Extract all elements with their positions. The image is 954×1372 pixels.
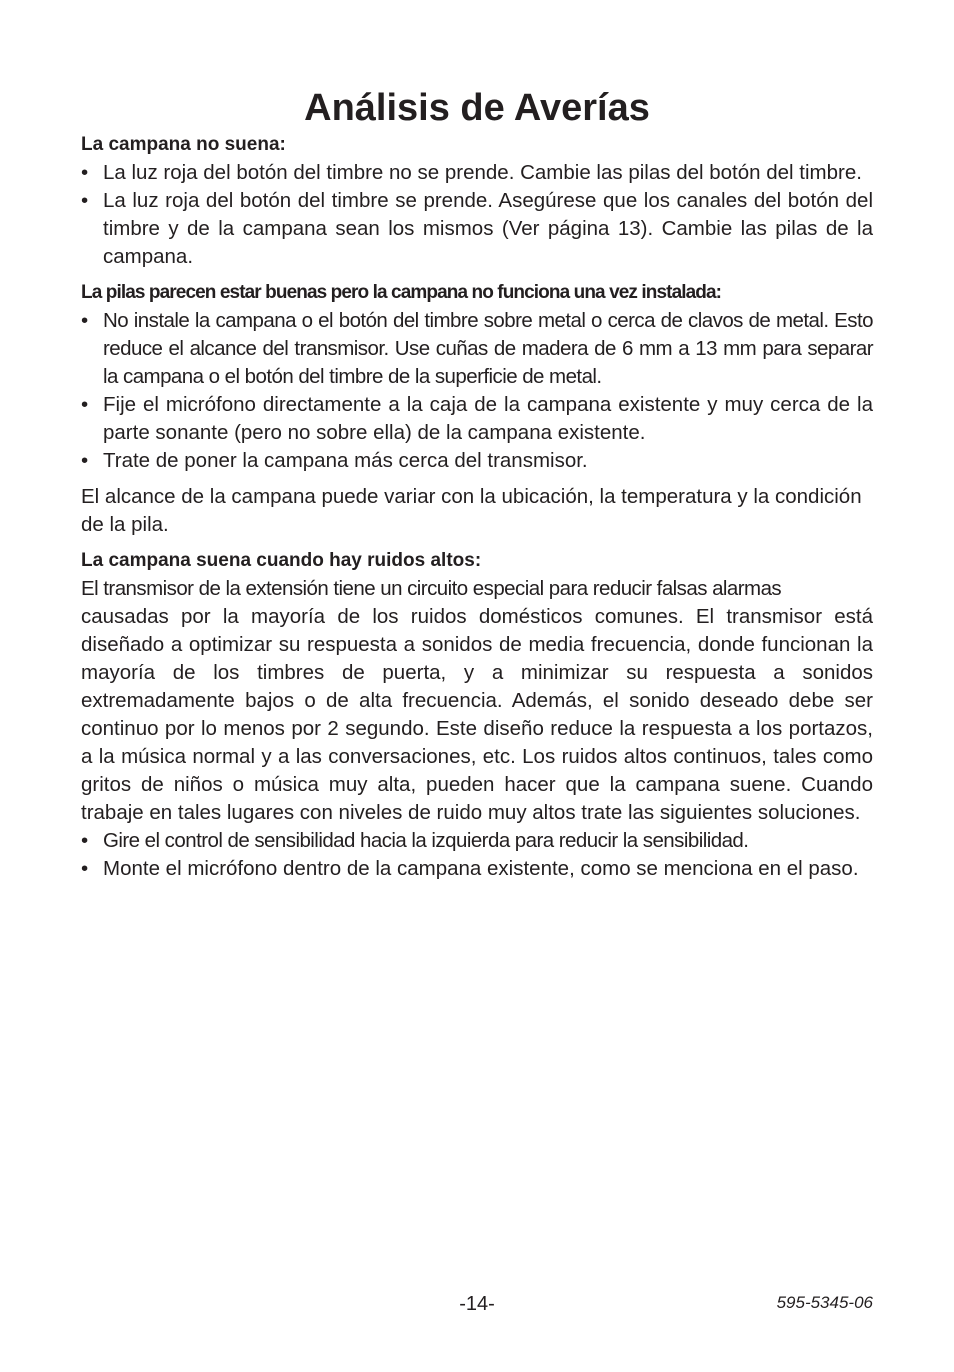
bullet-icon: • — [81, 189, 89, 212]
list-item — [81, 307, 873, 391]
section-heading: La campana no suena: — [81, 134, 286, 155]
list-item-text: No instale la campana o el botón del timbre sobre metal o cerca de clavos de metal. Esto reduce el alcance del transmisor. Use cuñas de madera de 6 mm a 13 mm para separar la campana o el botón del timbre de la superficie de metal. — [103, 309, 873, 388]
list-item-text: La luz roja del botón del timbre se prende. Asegúrese que los canales del botón del timbre y de la campana sean los mismos (Ver página 13). Cambie las pilas de la campana. — [103, 189, 873, 268]
noise-paragraph: causadas por la mayoría de los ruidos domésticos comunes. El transmisor está diseñado a optimizar su respuesta a sonidos de media frecuencia, donde funcionan la mayoría de los timbres de puerta, y a minimizar su respuesta a sonidos extremadamente bajos o de alta frecuencia. Además, el sonido deseado debe ser continuo por lo menos por 2 segundo. Este diseño reduce la respuesta a los portazos, a la música normal y a las conversaciones, etc. Los ruidos altos continuos, tales como gritos de niños o música muy alta, pueden hacer que la campana suene. Cuando trabaje en tales lugares con niveles de ruido muy altos trate las siguientes soluciones. — [81, 605, 873, 824]
bullet-list — [81, 159, 873, 271]
bullet-icon: • — [81, 829, 88, 852]
section-heading: La campana suena cuando hay ruidos altos: — [81, 550, 482, 571]
list-item — [81, 391, 873, 447]
bullet-icon: • — [81, 449, 89, 472]
bullet-list — [81, 307, 873, 475]
list-item-text: Fije el micrófono directamente a la caja de la campana existente y muy cerca de la parte sonante (pero no sobre ella) de la campana existente. — [103, 393, 873, 444]
bullet-icon: • — [81, 161, 89, 184]
bullet-icon: • — [81, 857, 89, 880]
page-number: -14- — [459, 1293, 495, 1315]
section-bell-does-not-ring — [81, 131, 873, 271]
list-item-text: La luz roja del botón del timbre no se prende. Cambie las pilas del botón del timbre. — [103, 161, 862, 184]
list-item — [81, 827, 873, 855]
bullet-icon: • — [81, 309, 88, 332]
list-item — [81, 855, 873, 883]
list-item-text: Monte el micrófono dentro de la campana existente, como se menciona en el paso. — [103, 857, 859, 880]
list-item — [81, 447, 873, 475]
bullet-icon: • — [81, 393, 89, 416]
section-heading: La pilas parecen estar buenas pero la campana no funciona una vez instalada: — [81, 282, 722, 303]
section-rings-with-loud-noise — [81, 547, 873, 883]
document-code: 595-5345-06 — [776, 1293, 873, 1312]
page-title: Análisis de Averías — [304, 87, 650, 129]
range-note: El alcance de la campana puede variar con la ubicación, la temperatura y la condición de la pila. — [81, 485, 862, 536]
list-item-text: Gire el control de sensibilidad hacia la izquierda para reducir la sensibilidad. — [103, 829, 749, 852]
list-item — [81, 159, 873, 187]
list-item-text: Trate de poner la campana más cerca del transmisor. — [103, 449, 588, 472]
document-body — [81, 131, 873, 883]
section-batteries-ok-not-working — [81, 279, 873, 539]
list-item — [81, 187, 873, 271]
bullet-list — [81, 827, 873, 883]
noise-paragraph-first-line: El transmisor de la extensión tiene un circuito especial para reducir falsas alarmas — [81, 577, 782, 600]
